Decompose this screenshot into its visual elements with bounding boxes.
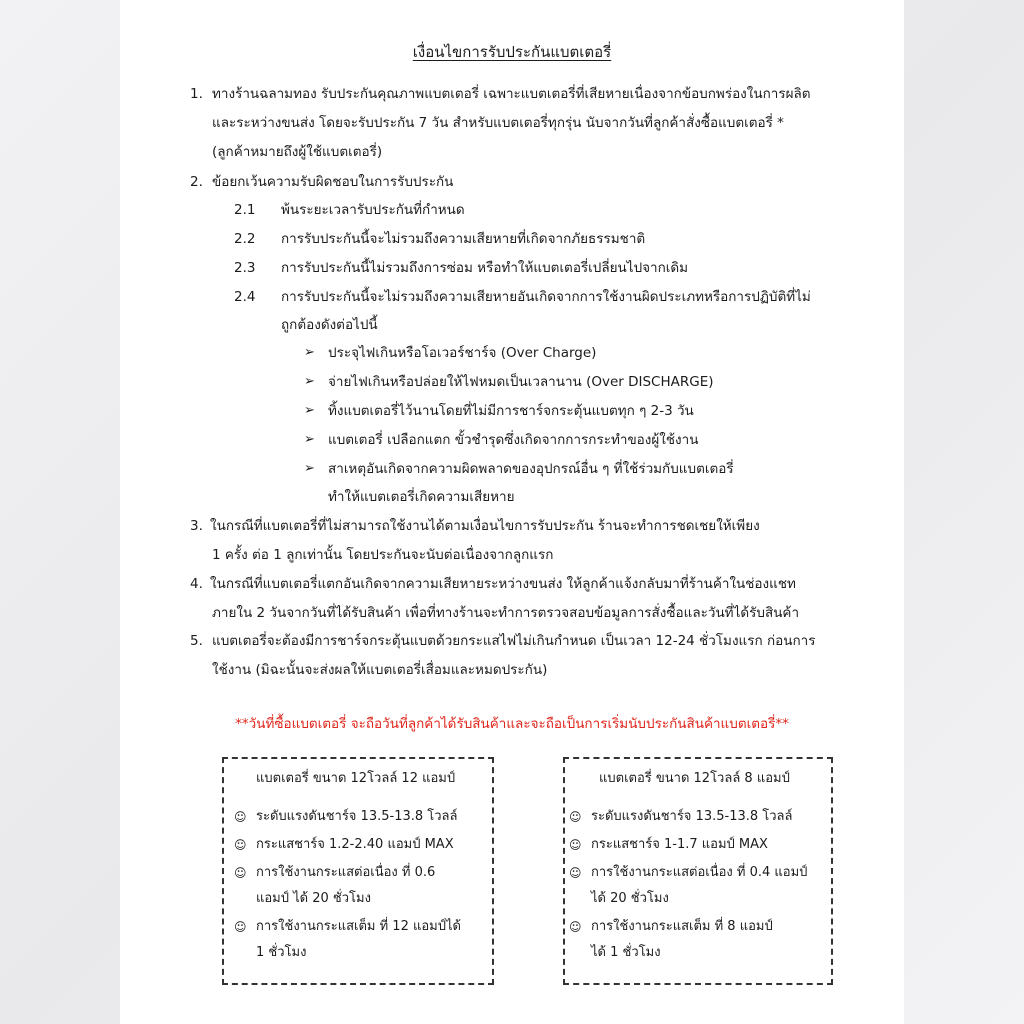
arrow-bullet-icon: ➢ <box>304 345 315 360</box>
arrow-bullet-icon: ➢ <box>304 403 315 418</box>
arrow-bullet-icon: ➢ <box>304 461 315 476</box>
spec-box-12ah <box>222 757 494 985</box>
spec-continuous-line-2: ได้ 20 ชั่วโมง <box>591 891 669 906</box>
subitem-2-4-line-1: การรับประกันนี้จะไม่รวมถึงความเสียหายอันเกิดจากการใช้งานผิดประเภทหรือการปฏิบัติที่ไม่ <box>281 289 811 305</box>
exclusion-bullet-3: ทิ้งแบตเตอรี่ไว้นานโดยที่ไม่มีการชาร์จกระตุ้นแบตทุก ๆ 2-3 วัน <box>328 403 694 419</box>
spec-full-line-2: ได้ 1 ชั่วโมง <box>591 945 661 960</box>
item-1-line-2: และระหว่างขนส่ง โดยจะรับประกัน 7 วัน สำหรับแบตเตอรี่ทุกรุ่น นับจากวันที่ลูกค้าสั่งซื้อแบตเตอรี่ * <box>212 115 784 131</box>
spec-continuous-line-2: แอมป์ ได้ 20 ชั่วโมง <box>256 891 371 906</box>
warranty-start-note: **วันที่ซื้อแบตเตอรี่ จะถือวันที่ลูกค้าได้รับสินค้าและจะถือเป็นการเริ่มนับประกันสินค้าแบตเตอรี่** <box>235 716 789 732</box>
spec-continuous-line-1: การใช้งานกระแสต่อเนื่อง ที่ 0.6 <box>256 865 436 880</box>
item-5-number: 5. <box>190 633 203 649</box>
exclusion-bullet-4: แบตเตอรี่ เปลือกแตก ขั้วชำรุดซึ่งเกิดจากการกระทำของผู้ใช้งาน <box>328 432 699 448</box>
subitem-2-2-text: การรับประกันนี้จะไม่รวมถึงความเสียหายที่เกิดจากภัยธรรมชาติ <box>281 231 646 247</box>
spec-full-line-1: การใช้งานกระแสเต็ม ที่ 8 แอมป์ <box>591 919 773 934</box>
spec-box-8ah <box>563 757 833 985</box>
spec-box-title: แบตเตอรี่ ขนาด 12โวลล์ 8 แอมป์ <box>599 771 790 786</box>
arrow-bullet-icon: ➢ <box>304 374 315 389</box>
item-3-line-2: 1 ครั้ง ต่อ 1 ลูกเท่านั้น โดยประกันจะนับต่อเนื่องจากลูกแรก <box>212 547 554 563</box>
smiley-icon: ☺ <box>234 866 247 880</box>
spec-box-title: แบตเตอรี่ ขนาด 12โวลล์ 12 แอมป์ <box>256 771 456 786</box>
smiley-icon: ☺ <box>569 838 582 852</box>
subitem-2-3-number: 2.3 <box>234 260 256 276</box>
item-4-number: 4. <box>190 576 203 592</box>
exclusion-bullet-2: จ่ายไฟเกินหรือปล่อยให้ไฟหมดเป็นเวลานาน (Over DISCHARGE) <box>328 374 714 390</box>
spec-continuous-line-1: การใช้งานกระแสต่อเนื่อง ที่ 0.4 แอมป์ <box>591 865 808 880</box>
item-5-line-2: ใช้งาน (มิฉะนั้นจะส่งผลให้แบตเตอรี่เสื่อมและหมดประกัน) <box>212 662 548 678</box>
exclusion-bullet-1: ประจุไฟเกินหรือโอเวอร์ชาร์จ (Over Charge) <box>328 345 597 361</box>
smiley-icon: ☺ <box>234 838 247 852</box>
spec-charge-voltage: ระดับแรงดันชาร์จ 13.5-13.8 โวลล์ <box>591 809 793 824</box>
exclusion-bullet-5-line-1: สาเหตุอันเกิดจากความผิดพลาดของอุปกรณ์อื่น ๆ ที่ใช้ร่วมกับแบตเตอรี่ <box>328 461 734 477</box>
arrow-bullet-icon: ➢ <box>304 432 315 447</box>
subitem-2-2-number: 2.2 <box>234 231 256 247</box>
subitem-2-3-text: การรับประกันนี้ไม่รวมถึงการซ่อม หรือทำให้แบตเตอรี่เปลี่ยนไปจากเดิม <box>281 260 689 276</box>
spec-charge-voltage: ระดับแรงดันชาร์จ 13.5-13.8 โวลล์ <box>256 809 458 824</box>
spec-charge-current: กระแสชาร์จ 1.2-2.40 แอมป์ MAX <box>256 837 454 852</box>
document-title: เงื่อนไขการรับประกันแบตเตอรี่ <box>412 43 612 61</box>
smiley-icon: ☺ <box>569 810 582 824</box>
exclusion-bullet-5-line-2: ทำให้แบตเตอรี่เกิดความเสียหาย <box>328 489 515 505</box>
smiley-icon: ☺ <box>234 810 247 824</box>
item-2-line-1: ข้อยกเว้นความรับผิดชอบในการรับประกัน <box>212 174 454 190</box>
item-1-line-1: ทางร้านฉลามทอง รับประกันคุณภาพแบตเตอรี่ เฉพาะแบตเตอรี่ที่เสียหายเนื่องจากข้อบกพร่องในการผลิต <box>212 86 811 102</box>
item-2-number: 2. <box>190 174 203 190</box>
smiley-icon: ☺ <box>569 866 582 880</box>
item-5-line-1: แบตเตอรี่จะต้องมีการชาร์จกระตุ้นแบตด้วยกระแสไฟไม่เกินกำหนด เป็นเวลา 12-24 ชั่วโมงแรก ก่อนการ <box>212 633 816 649</box>
item-4-line-1: ในกรณีที่แบตเตอรี่แตกอันเกิดจากความเสียหายระหว่างขนส่ง ให้ลูกค้าแจ้งกลับมาที่ร้านค้าในช่องแชท <box>210 576 796 592</box>
subitem-2-1-text: พ้นระยะเวลารับประกันที่กำหนด <box>281 202 465 218</box>
smiley-icon: ☺ <box>234 920 247 934</box>
subitem-2-1-number: 2.1 <box>234 202 256 218</box>
spec-charge-current: กระแสชาร์จ 1-1.7 แอมป์ MAX <box>591 837 768 852</box>
subitem-2-4-number: 2.4 <box>234 289 256 305</box>
item-3-number: 3. <box>190 518 203 534</box>
spec-full-line-2: 1 ชั่วโมง <box>256 945 307 960</box>
item-1-line-3: (ลูกค้าหมายถึงผู้ใช้แบตเตอรี่) <box>212 144 383 160</box>
subitem-2-4-line-2: ถูกต้องดังต่อไปนี้ <box>281 317 378 333</box>
smiley-icon: ☺ <box>569 920 582 934</box>
spec-full-line-1: การใช้งานกระแสเต็ม ที่ 12 แอมป์ได้ <box>256 919 461 934</box>
item-1-number: 1. <box>190 86 203 102</box>
item-4-line-2: ภายใน 2 วันจากวันที่ได้รับสินค้า เพื่อที่ทางร้านจะทำการตรวจสอบข้อมูลการสั่งซื้อและวันที่ได้รับสินค้า <box>212 605 800 621</box>
item-3-line-1: ในกรณีที่แบตเตอรี่ที่ไม่สามารถใช้งานได้ตามเงื่อนไขการรับประกัน ร้านจะทำการชดเชยให้เพียง <box>210 518 760 534</box>
